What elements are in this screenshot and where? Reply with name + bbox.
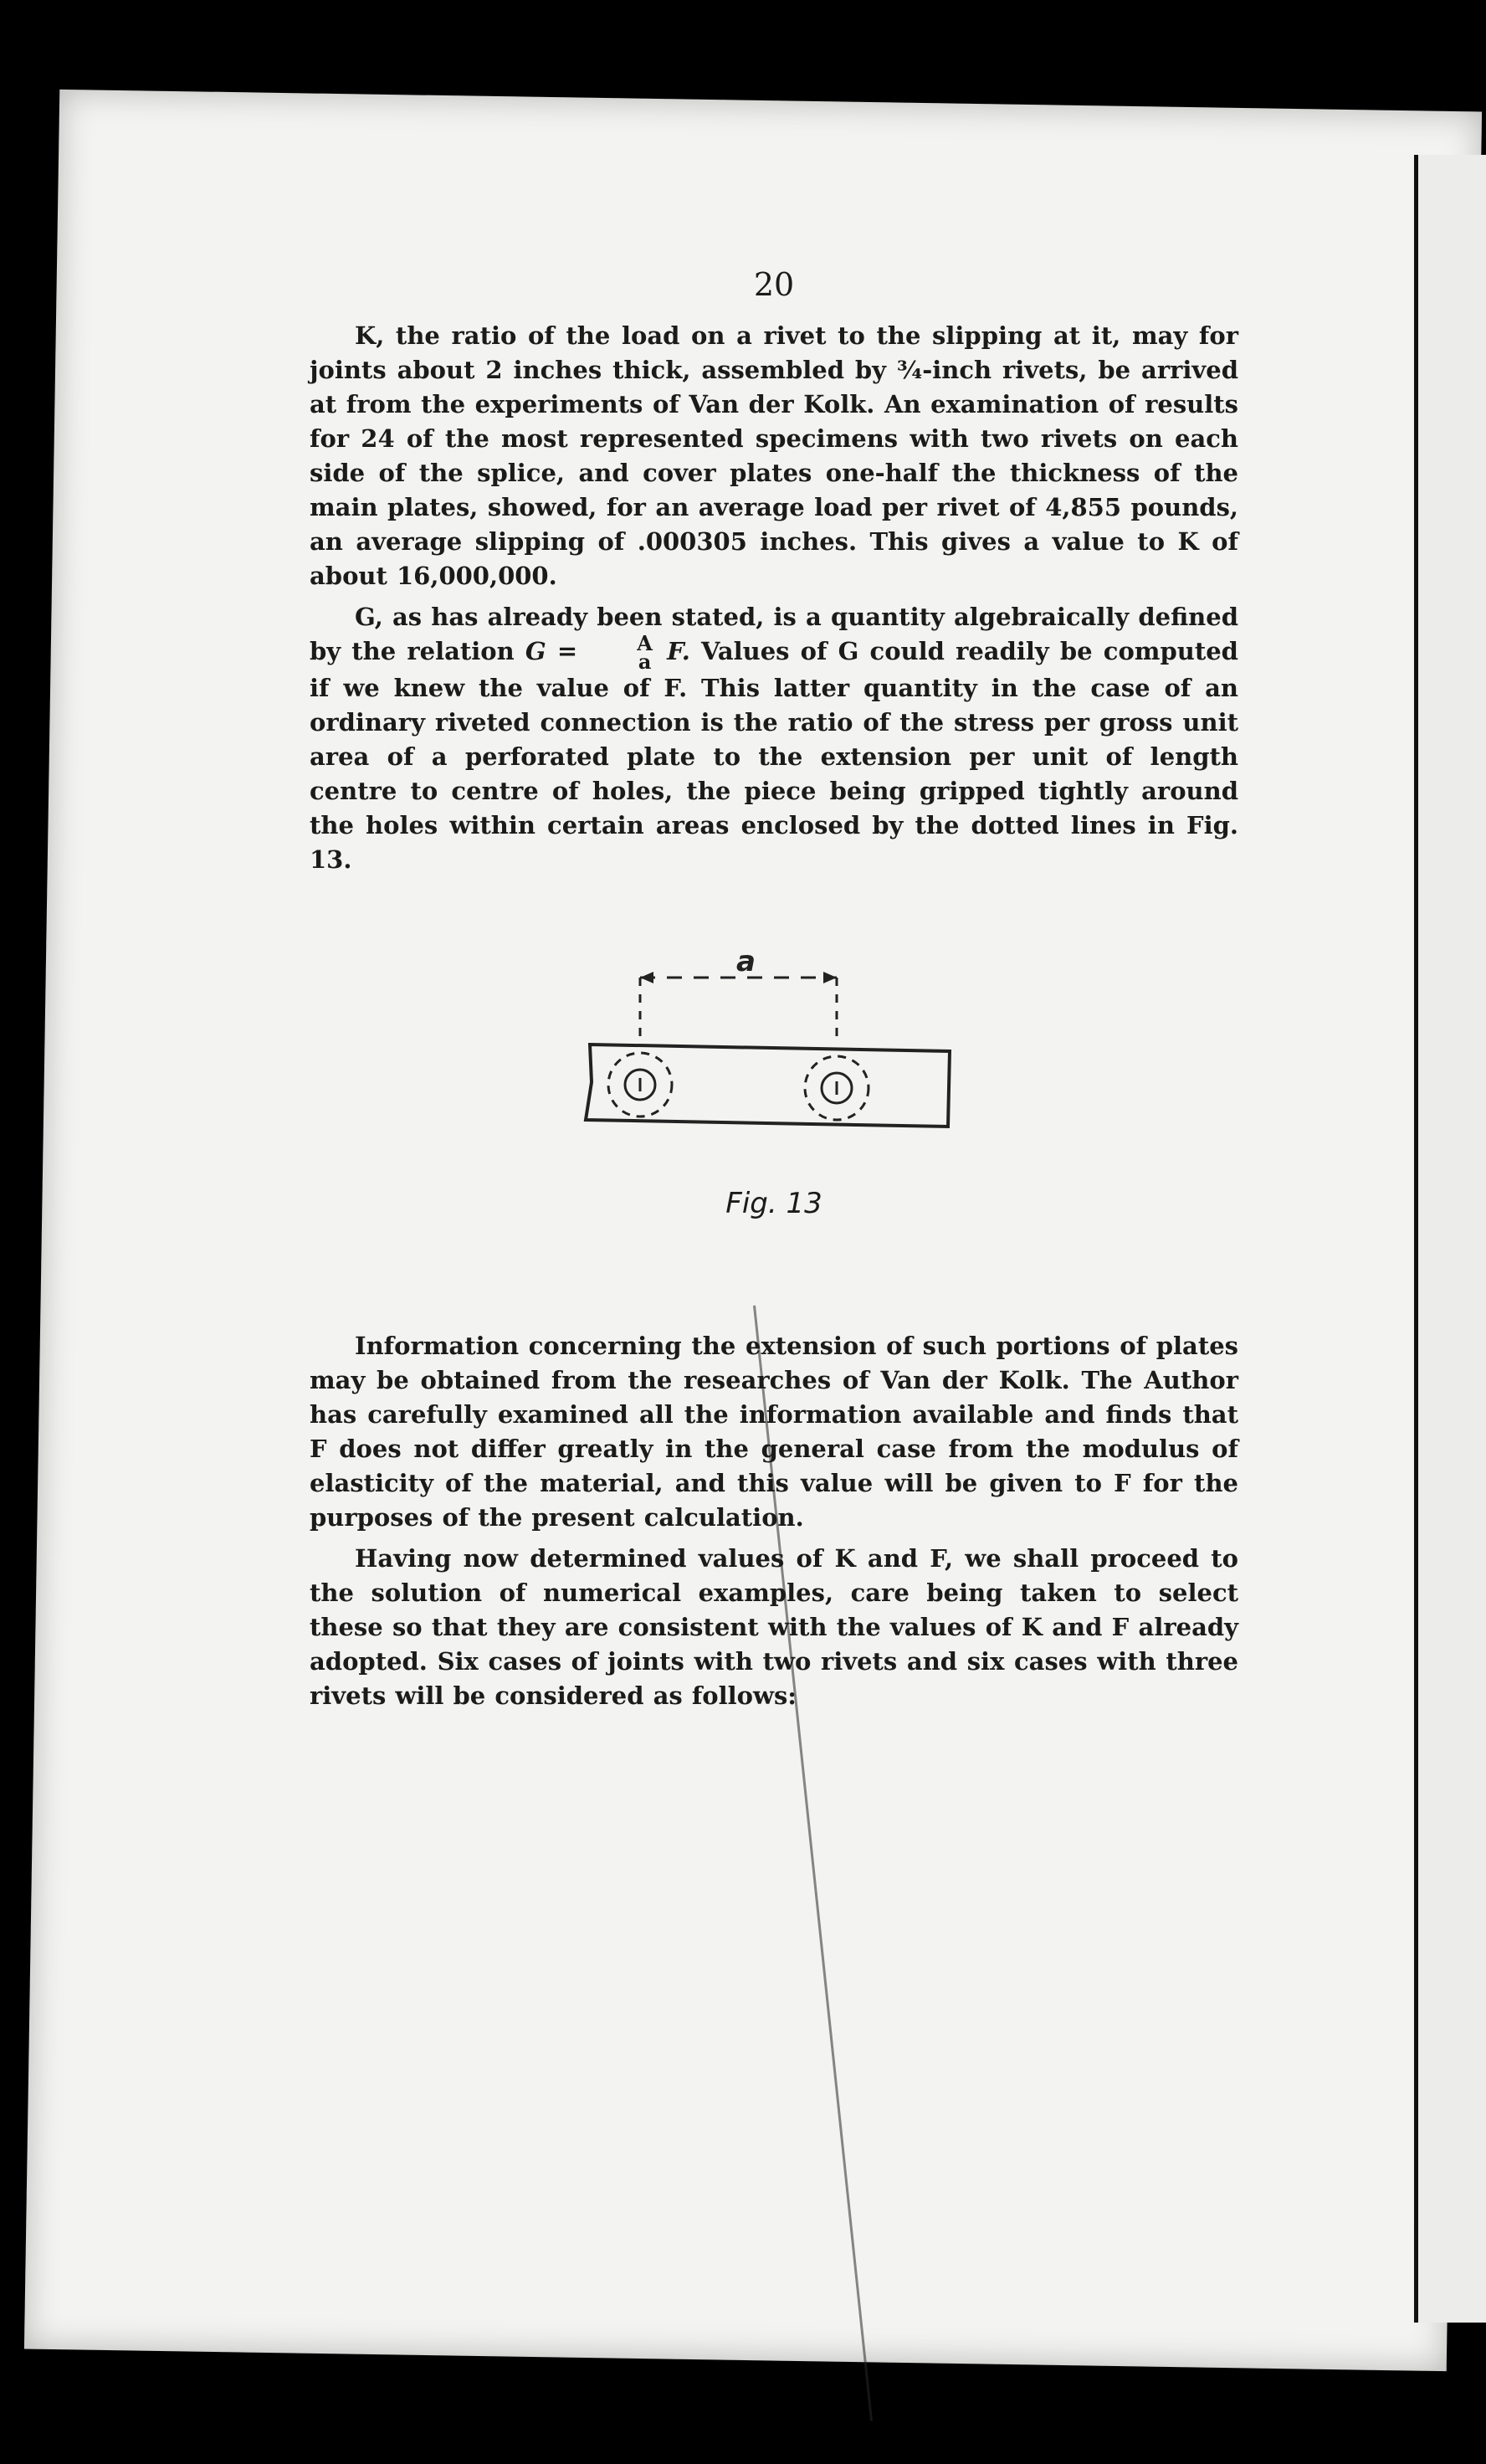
g-lead-text: G, as has already been stated, is a quantity algebraically defined by the relation bbox=[310, 603, 1238, 665]
dimension-arrow-right bbox=[823, 972, 837, 983]
riveted-plate-drawing bbox=[556, 944, 992, 1195]
page-content bbox=[310, 268, 1238, 1720]
paragraph-information: Information concerning the extension of such portions of plates may be obtained from the researches of Van der Kolk. The Author has carefully examined all the information available and finds that F does not differ greatly in the general case from the modulus of elasticity of the material, and this value will be given to F for the purposes of the present calculation. bbox=[310, 1332, 1238, 1532]
page-number: 20 bbox=[753, 266, 795, 303]
dimension-label: a bbox=[736, 945, 756, 978]
paragraph-numerical-examples: Having now determined values of K and F, we shall proceed to the solution of numerical examples, care being taken to select these so that they are consistent with the values of K and F already adopted. Six cases of joints with two rivets and six cases with three rivets will be considered as follows: bbox=[310, 1544, 1238, 1710]
page-edge-shadow bbox=[1414, 155, 1486, 2323]
g-rest-text: Values of G could readily be computed if we knew the value of F. This latter quantity in the case of an ordinary riveted connection is the ratio of the stress per gross unit area of a perforated plate to the extension per unit of length centre to centre of holes, the piece being gripped tightly around the holes within certain areas enclosed by the dotted lines in Fig. 13. bbox=[310, 637, 1238, 874]
figure-13 bbox=[556, 944, 992, 1245]
formula-lhs: G = bbox=[525, 637, 578, 665]
figure-caption: Fig. 13 bbox=[725, 1187, 822, 1220]
formula-fraction bbox=[592, 631, 653, 674]
paragraph-k-ratio: K, the ratio of the load on a rivet to the slipping at it, may for joints about 2 inches thick, assembled by ¾-inch rivets, be arrived at from the experiments of Van der Kolk. An examination of results for 24 of the most represented specimens with two rivets on each side of the splice, and cover plates one-half the thickness of the main plates, showed, for an average load per rivet of 4,855 pounds, an average slipping of .000305 inches. This gives a value to K of about 16,000,000. bbox=[310, 321, 1238, 590]
formula-rhs: F. bbox=[667, 637, 690, 665]
paragraph-g-relation bbox=[310, 600, 1238, 877]
fraction-numerator: A bbox=[637, 631, 653, 655]
fraction-denominator: a bbox=[638, 649, 652, 674]
dimension-arrow-left bbox=[640, 972, 653, 983]
